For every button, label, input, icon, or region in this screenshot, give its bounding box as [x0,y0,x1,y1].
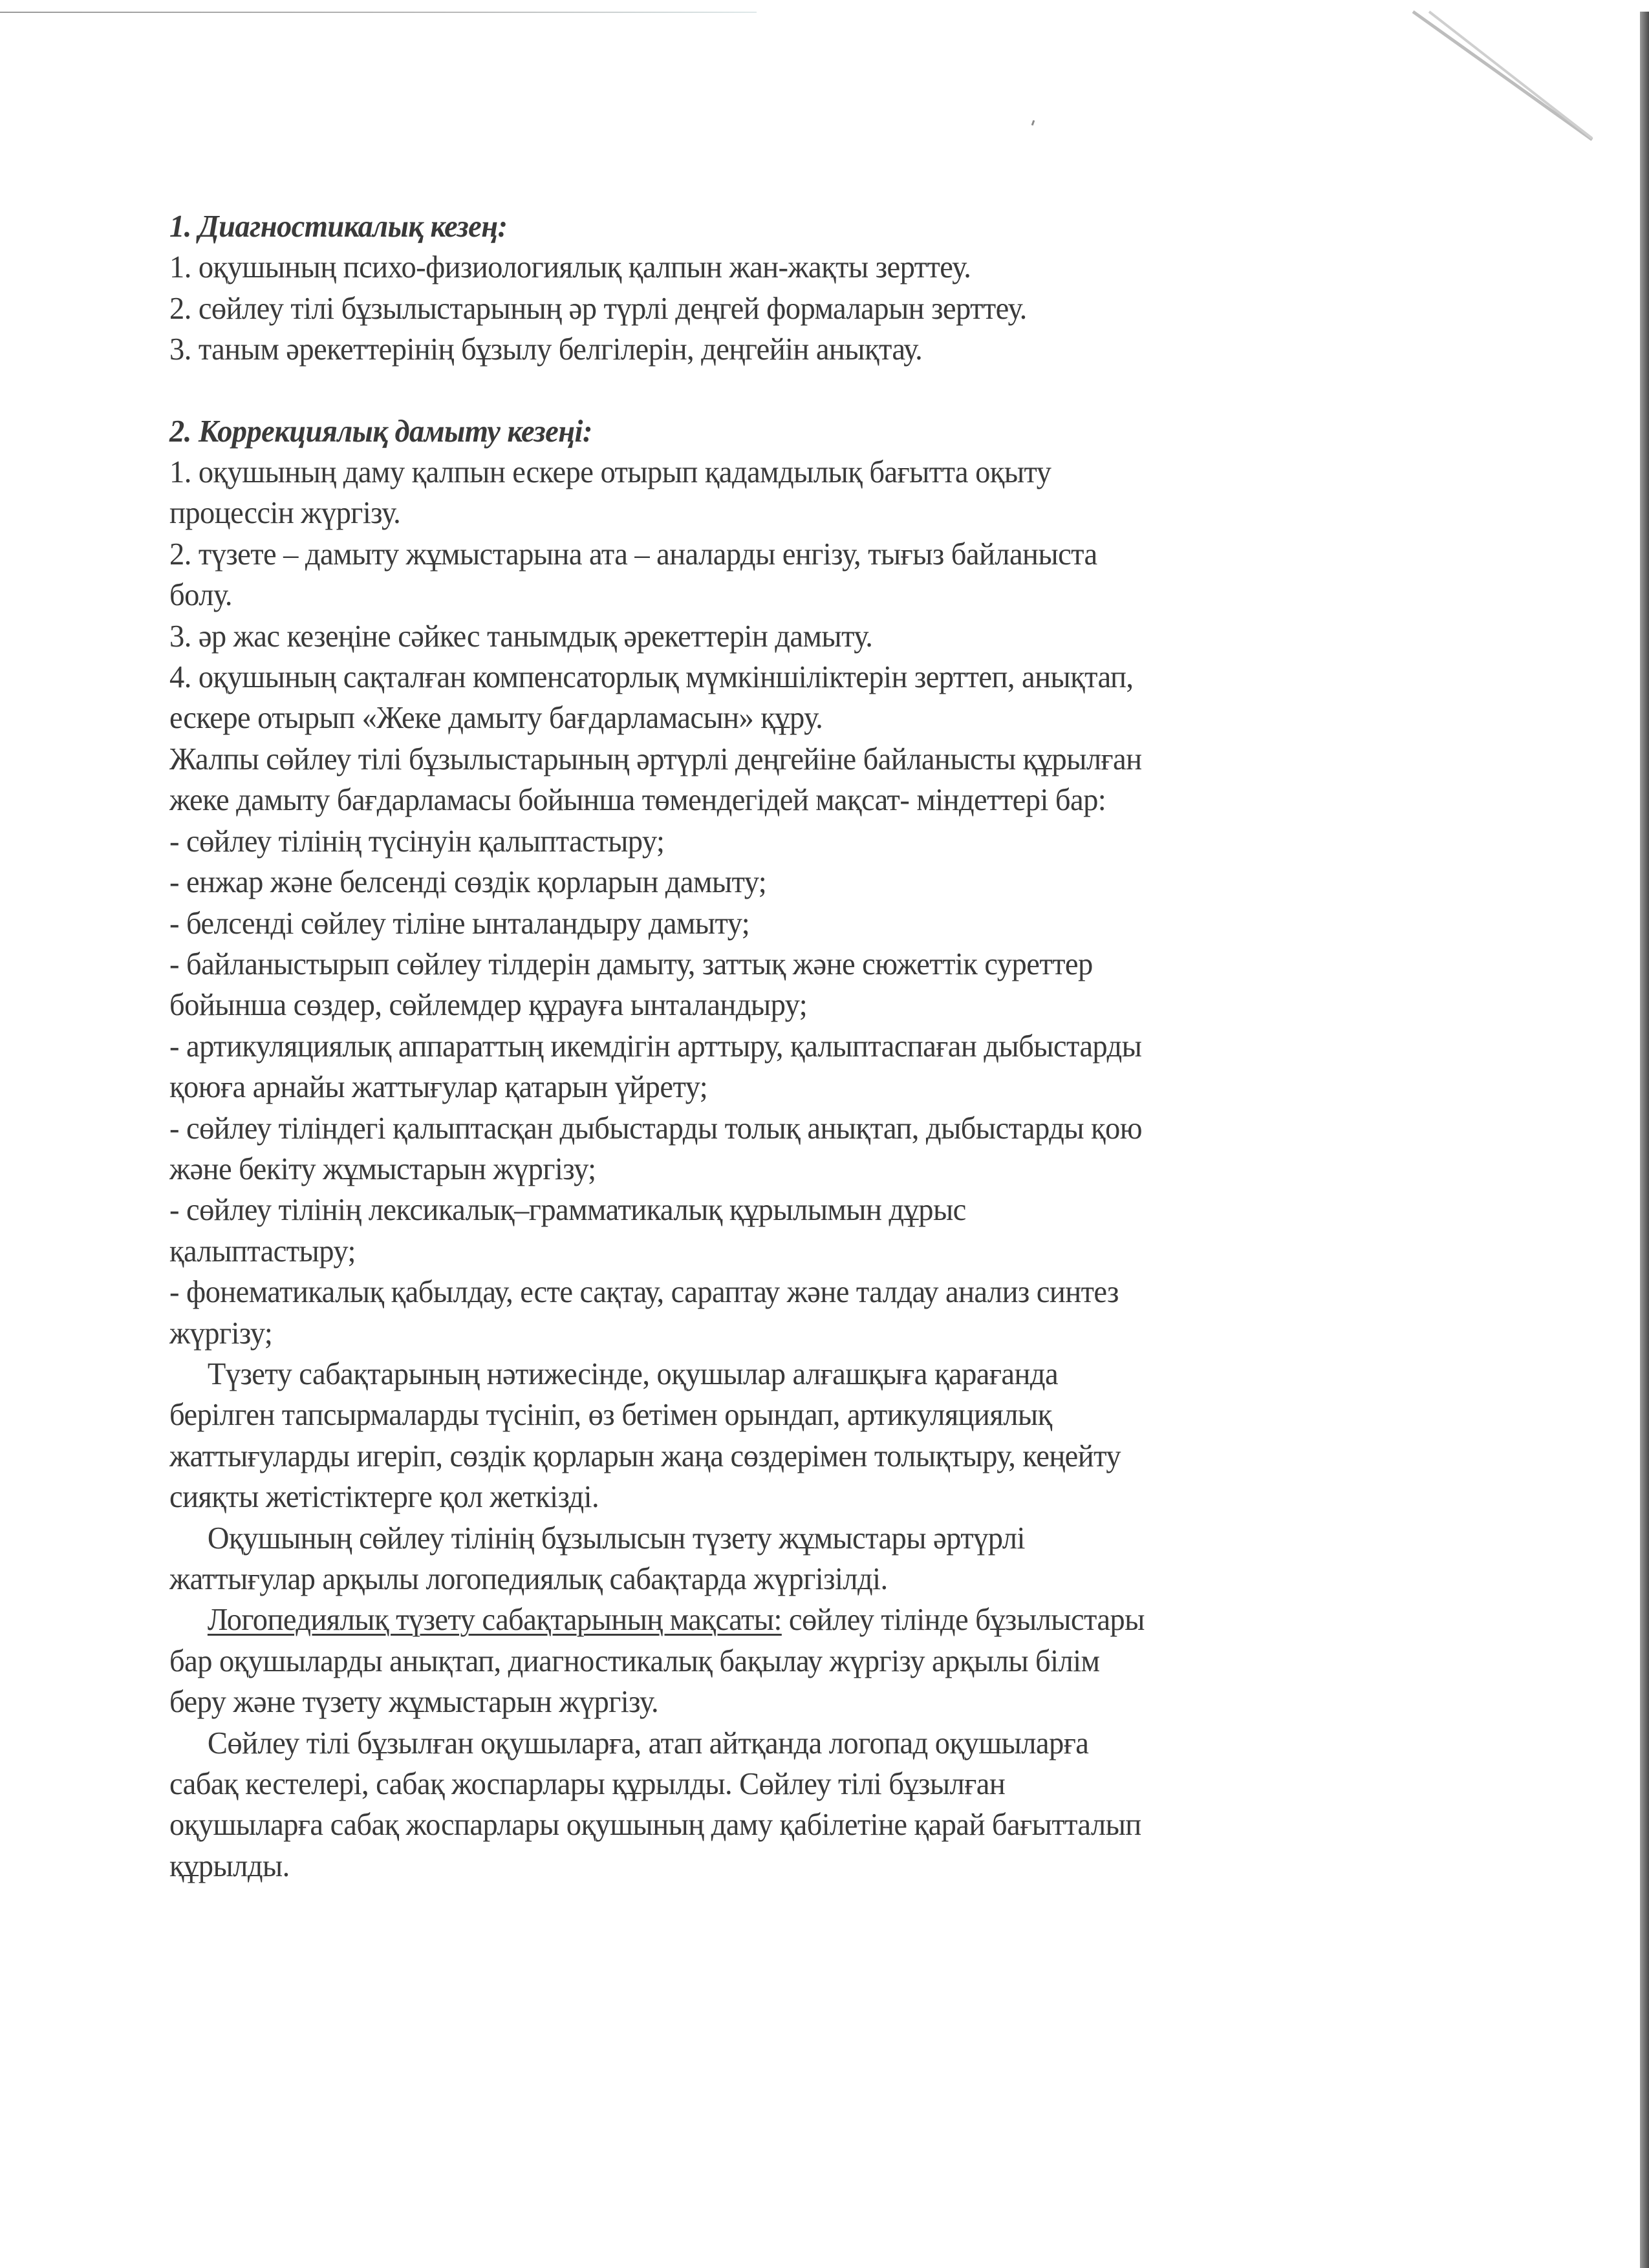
text-line: процессін жүргізу. [169,495,401,531]
pen-stroke-outer [1413,12,1592,140]
paragraph-line: Түзету сабақтарының нәтижесінде, оқушылар алғашқыға қарағанда [207,1355,1059,1391]
paragraph-line [169,1599,1398,1640]
paragraph-line: Оқушының сөйлеу тілінің бұзылысын түзету жұмыстары әртүрлі [207,1519,1025,1556]
text-line: 4. оқушының сақталған компенсаторлық мүмкіншіліктерін зерттеп, анықтап, [169,659,1134,695]
paragraph-line: сияқты жетістіктерге қол жеткізді. [169,1479,599,1515]
text-line: болу. [169,577,232,613]
text-line: Жалпы сөйлеу тілі бұзылыстарының әртүрлі деңгейіне байланысты құрылған [169,740,1142,776]
paragraph-line: жаттығулар арқылы логопедиялық сабақтарда жүргізілді. [169,1561,888,1596]
paragraph-work [169,1517,1463,1599]
paragraph-line: Сөйлеу тілі бұзылған оқушыларға, атап айтқанда логопад оқушыларға [207,1724,1089,1760]
paragraph-plans [169,1722,1463,1887]
paragraph-line: берілген тапсырмаларды түсініп, өз бетімен орындап, артикуляциялық [169,1396,1052,1433]
bullet-item: - белсенді сөйлеу тіліне ынталандыру дамыту; [169,904,750,941]
bullet-item: - сөйлеу тілінің лексикалық–грамматикалық құрылымын дұрыс [169,1192,966,1228]
bullet-item: - енжар және белсенді сөздік қорларын дамыту; [169,864,767,900]
section-spacer [169,370,1463,411]
bullet-item-continued: жүргізу; [169,1314,273,1351]
goal-text: сөйлеу тілінде бұзылыстары [781,1601,1145,1638]
section-heading: 2. Коррекциялық дамыту кезеңі: [169,412,592,449]
paragraph-results [169,1353,1463,1517]
section-heading: 1. Диагностикалық кезең: [169,208,508,244]
bullet-item-continued: бойынша сөздер, сөйлемдер құрауға ынталандыру; [169,987,808,1023]
paragraph-line: сабақ кестелері, сабақ жоспарлары құрылды. Сөйлеу тілі бұзылған [169,1766,1006,1802]
scan-speck [1031,120,1035,126]
scan-border-right [1640,12,1649,2268]
paragraph-line: құрылды. [169,1847,290,1883]
bullet-item: - байланыстырып сөйлеу тілдерін дамыту, заттық және сюжеттік суреттер [169,945,1093,981]
pen-mark-decoration [0,0,1649,194]
list-item: 1. оқушының психо-физиологиялық қалпын жан-жақты зерттеу. [169,249,971,285]
list-item: 2. сөйлеу тілі бұзылыстарының әр түрлі деңгей формаларын зерттеу. [169,290,1027,326]
goal-label: Логопедиялық түзету сабақтарының мақсаты: [207,1601,782,1638]
section-correction-stage [169,411,1463,1353]
text-line: жеке дамыту бағдарламасы бойынша төмендегідей мақсат- міндеттері бар: [169,782,1106,818]
paragraph-line: жаттығуларды игеріп, сөздік қорларын жаңа сөздерімен толықтыру, кеңейту [169,1437,1121,1473]
text-line: ескере отырып «Жеке дамыту бағдарламасын» құру. [169,700,823,736]
bullet-item: - сөйлеу тілінің түсінуін қалыптастыру; [169,822,665,859]
text-line: 1. оқушының даму қалпын ескере отырып қадамдылық бағытта оқыту [169,454,1051,490]
bullet-item-continued: қоюға арнайы жаттығулар қатарын үйрету; [169,1069,708,1105]
bullet-item-continued: қалыптастыру; [169,1232,356,1268]
bullet-item: - сөйлеу тіліндегі қалыптасқан дыбыстарды толық анықтап, дыбыстарды қою [169,1109,1142,1146]
document-page [169,206,1463,1886]
paragraph-line: беру және түзету жұмыстарын жүргізу. [169,1684,659,1720]
bullet-item: - артикуляциялық аппараттың икемдігін арттыру, қалыптаспаған дыбыстарды [169,1027,1142,1064]
paragraph-line: бар оқушыларды анықтап, диагностикалық бақылау жүргізу арқылы білім [169,1642,1100,1678]
list-item: 3. таным әрекеттерінің бұзылу белгілерін, деңгейін анықтау. [169,331,923,367]
bullet-item: - фонематикалық қабылдау, есте сақтау, сараптау және талдау анализ синтез [169,1274,1119,1310]
scan-border-top [0,12,757,13]
text-line: 3. әр жас кезеңіне сәйкес танымдық әрекеттерін дамыту. [169,617,873,654]
paragraph-line: оқушыларға сабақ жоспарлары оқушының даму қабілетіне қарай бағытталып [169,1806,1141,1843]
text-line: 2. түзете – дамыту жұмыстарына ата – аналарды енгізу, тығыз байланыста [169,535,1097,572]
section-diagnostic-stage [169,206,1463,370]
paragraph-goal [169,1599,1463,1722]
pen-stroke-inner [1429,12,1592,138]
bullet-item-continued: және бекіту жұмыстарын жүргізу; [169,1150,596,1186]
